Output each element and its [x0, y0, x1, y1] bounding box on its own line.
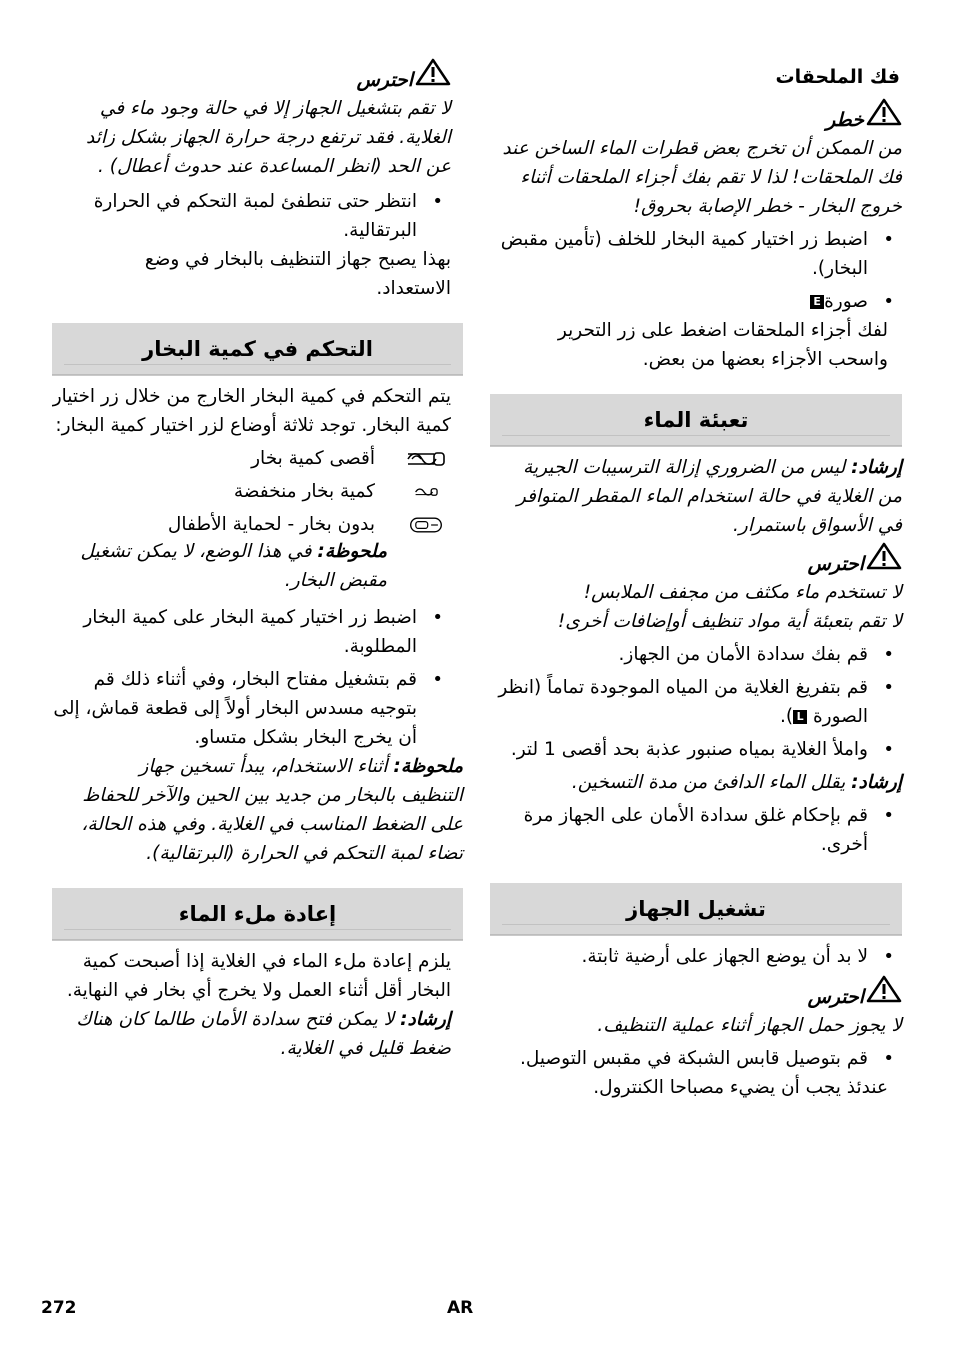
- accessories-steps: [490, 225, 902, 316]
- hint-text: ليس من الضروري إزالة الترسيبات الجيرية من الغلاية في حالة استخدام الماء المقطر المتوافر في الأسواق باستمرار.: [516, 457, 902, 536]
- caution-label: احترس: [807, 553, 864, 575]
- section-header-operation: تشغيل الجهاز: [490, 883, 902, 936]
- caution-heading-2: [490, 975, 902, 1011]
- mode-low: [52, 475, 451, 508]
- operation-steps-2: [490, 1044, 902, 1073]
- page-number: 272: [41, 1298, 77, 1318]
- list-item: • واملأ الغلاية بمياه صنبور عذبة بحد أقصى 1 لتر.: [510, 739, 894, 760]
- mode-label: أقصى كمية بخار: [251, 448, 375, 469]
- steam-modes: [52, 442, 463, 541]
- hint-1: [490, 453, 902, 540]
- language-code: AR: [447, 1298, 474, 1318]
- caution-text-2: لا يجوز حمل الجهاز أثناء عملية التنظيف.: [597, 1015, 902, 1036]
- hint-label: إرشاد:: [851, 772, 902, 793]
- list-item: • لا بد أن يوضع الجهاز على أرضية ثابتة.: [581, 946, 894, 967]
- warning-triangle-icon: [866, 98, 902, 134]
- note-1: [52, 537, 463, 595]
- list-item: • قم بتفريغ الغلاية من المياه الموجودة تماماً (انظر الصورة L).: [498, 677, 894, 727]
- right-column: [490, 58, 902, 1102]
- caution-text-3: لا تقم بتشغيل الجهاز إلا في حالة وجود ماء في الغلاية. فقد ترتفع درجة حرارة الجهاز بشكل زائد عن الحد (انظر المساعدة عند حدوث أعطال) .: [85, 98, 451, 177]
- section-header-steam: التحكم في كمية البخار: [52, 323, 463, 376]
- accessories-title: فك الملحقات: [775, 66, 900, 88]
- caution-text-1b: لا تقم بتعبئة أية مواد تنظيف أوإضافات أخرى!: [557, 611, 902, 632]
- refill-text: يلزم إعادة ملء الماء في الغلاية إذا أصبحت كمية البخار أقل أثناء العمل ولا يخرج أي بخار في النهاية.: [66, 951, 451, 1001]
- mode-label: كمية بخار منخفضة: [233, 481, 375, 502]
- detach-text: لفك أجزاء الملحقات اضغط على زر التحرير واسحب الأجزاء بعضها من بعض.: [557, 320, 888, 370]
- note-text: في هذا الوضع، لا يمكن تشغيل مقبض البخار.: [80, 541, 387, 591]
- filling-steps: [490, 640, 902, 764]
- mode-max: [52, 442, 451, 475]
- steam-steps: [52, 603, 463, 752]
- list-item: • قم بتوصيل قابس الشبكة في مقبس التوصيل.: [519, 1048, 894, 1069]
- mode-label: بدون بخار - لحماية الأطفال: [167, 514, 375, 535]
- section-header-refill: إعادة ملء الماء: [52, 888, 463, 941]
- lamps-text: عندئذ يجب أن يضيء مصباحا الكنترول.: [593, 1077, 888, 1098]
- wait-steps: [52, 187, 463, 245]
- warning-triangle-icon: [866, 542, 902, 578]
- bullet-text: قم بتشغيل مفتاح البخار، وفي أثناء ذلك قم بتوجيه مسدس البخار أولاً إلى قطعة قماش، إلى أن يخرج البخار بشكل متساو.: [53, 669, 417, 748]
- note-label: ملحوظة:: [317, 541, 387, 562]
- list-item: • قم بإحكام غلق سدادة الأمان على الجهاز مرة أخرى.: [523, 805, 894, 855]
- list-item: • انتظر حتى تنطفئ لمبة التحكم في الحرارة البرتقالية.: [93, 191, 443, 241]
- hint-2: [490, 768, 902, 797]
- hint-3: [52, 1005, 463, 1063]
- section-header-filling: تعبئة الماء: [490, 394, 902, 447]
- danger-heading: [490, 98, 902, 134]
- max-steam-icon: [401, 448, 451, 470]
- note-label: ملحوظة:: [393, 756, 463, 777]
- hint-label: إرشاد:: [400, 1009, 451, 1030]
- warning-triangle-icon: [415, 58, 451, 94]
- list-item: • اضبط زر اختيار كمية البخار للخلف (تأمين مقبض البخار).: [500, 229, 894, 279]
- bullet-text-end: ).: [779, 706, 794, 727]
- caution-heading-1: [490, 542, 902, 578]
- list-item: • صورةE: [490, 287, 902, 316]
- bullet-text: قم بفك سدادة الأمان من الجهاز.: [618, 644, 868, 665]
- filling-steps-2: [490, 801, 902, 859]
- figure-l-icon: L: [793, 710, 807, 724]
- danger-text: من الممكن أن تخرج بعض قطرات الماء الساخن عند فك الملحقات! لذا لا تقم بفك أجزاء الملحقات أثناء خروج البخار - خطر الإصابة بحروق!: [502, 138, 902, 217]
- low-steam-icon: [401, 481, 451, 503]
- bullet-text: واملأ الغلاية بمياه صنبور عذبة بحد أقصى 1 لتر.: [510, 739, 868, 760]
- bullet-text: قم بإحكام غلق سدادة الأمان على الجهاز مرة أخرى.: [523, 805, 868, 855]
- caution-label: احترس: [356, 69, 413, 91]
- warning-triangle-icon: [866, 975, 902, 1011]
- list-item: • اضبط زر اختيار كمية البخار على كمية البخار المطلوبة.: [83, 607, 443, 657]
- operation-steps: [490, 942, 902, 971]
- steam-intro: يتم التحكم في كمية البخار الخارج من خلال زر اختيار كمية البخار. توجد ثلاثة أوضاع لزر اختيار كمية البخار:: [52, 386, 451, 436]
- hint-text: لا يمكن فتح سدادة الأمان طالما كان هناك ضغط قليل في الغلاية.: [76, 1009, 451, 1059]
- bullet-text: انتظر حتى تنطفئ لمبة التحكم في الحرارة البرتقالية.: [93, 191, 417, 241]
- caution-text-1a: لا تستخدم ماء مكثف من مجفف الملابس!: [583, 582, 902, 603]
- caution-heading-3: [52, 58, 463, 94]
- list-item: • قم بفك سدادة الأمان من الجهاز.: [618, 644, 894, 665]
- bullet-text: اضبط زر اختيار كمية البخار على كمية البخار المطلوبة.: [83, 607, 417, 657]
- danger-label: خطر: [826, 109, 864, 131]
- note-2: [52, 752, 463, 868]
- bullet-text: لا بد أن يوضع الجهاز على أرضية ثابتة.: [581, 946, 868, 967]
- bullet-text: صورة: [824, 291, 868, 312]
- bullet-text: اضبط زر اختيار كمية البخار للخلف (تأمين مقبض البخار).: [500, 229, 868, 279]
- ready-text: بهذا يصبح جهاز التنظيف بالبخار في وضع الاستعداد.: [144, 249, 451, 299]
- hint-text: يقلل الماء الدافئ من مدة التسخين.: [571, 772, 846, 793]
- figure-e-icon: E: [810, 295, 824, 309]
- list-item: • قم بتشغيل مفتاح البخار، وفي أثناء ذلك قم بتوجيه مسدس البخار أولاً إلى قطعة قماش، إلى أن يخرج البخار بشكل متساو.: [53, 669, 443, 748]
- bullet-text: قم بتفريغ الغلاية من المياه الموجودة تماماً (انظر الصورة: [498, 677, 868, 727]
- hint-label: إرشاد:: [851, 457, 902, 478]
- left-column: [52, 58, 463, 1063]
- bullet-text: قم بتوصيل قابس الشبكة في مقبس التوصيل.: [519, 1048, 868, 1069]
- no-steam-icon: [401, 514, 451, 536]
- note-text: أثناء الاستخدام، يبدأ تسخين جهاز التنظيف بالبخار من جديد بين الحين والآخر للحفاظ على الضغط المناسب في الغلاية. وفي هذه الحالة، تضاء لمبة التحكم في الحرارة (البرتقالية).: [81, 756, 463, 864]
- caution-label: احترس: [807, 986, 864, 1008]
